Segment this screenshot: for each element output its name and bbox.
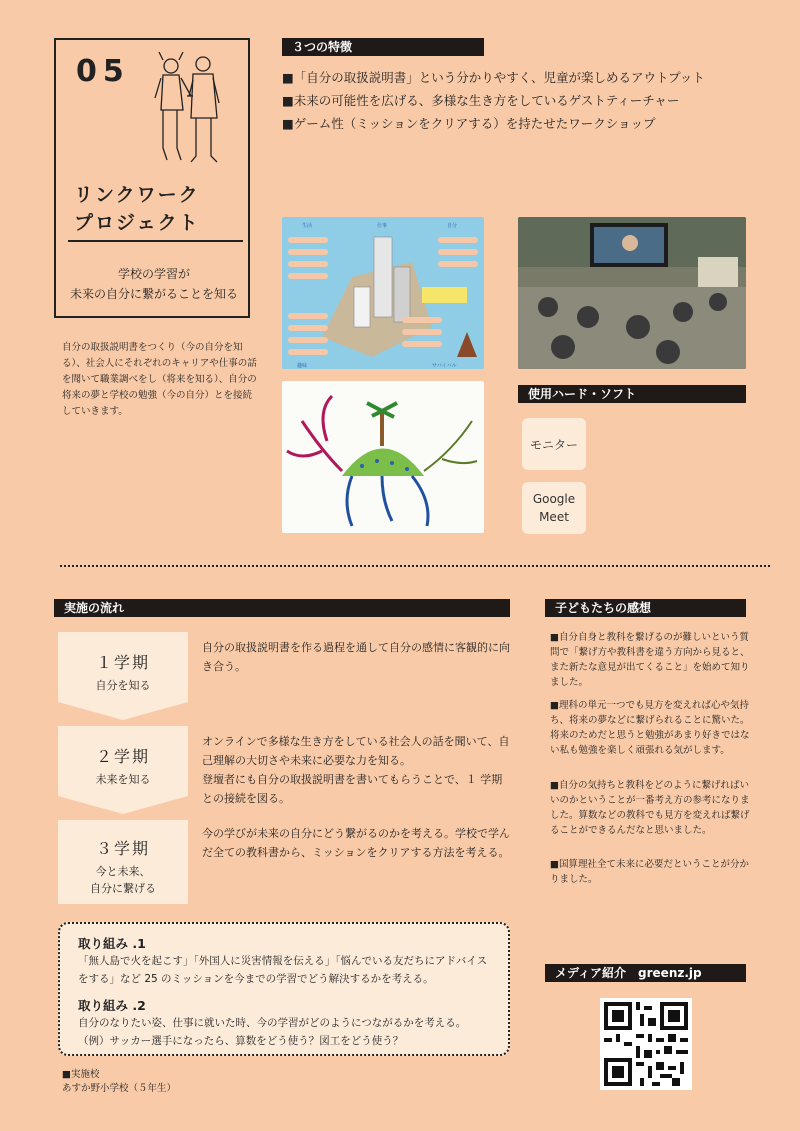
effort-2-text: 自分のなりたい姿、仕事に就いた時、今の学習がどのようにつながるかを考える。 （例）サッカー選手になったら、算数をどう使う？図工をどう使う？ — [78, 1017, 467, 1047]
school-name: あすか野小学校（５年生） — [62, 1083, 177, 1094]
tools-heading: 使用ハード・ソフト — [518, 385, 746, 403]
people-handshake-illustration — [151, 48, 223, 166]
term-1 — [58, 632, 188, 702]
school-info — [62, 1068, 176, 1096]
effort-1-text: 「無人島で火を起こす」「外国人に災害情報を伝える」「悩んでいる友だちにアドバイスをする」など 25 のミッションを今までの学習でどう解決するかを考える。 — [78, 955, 488, 985]
tool-monitor: モニター — [522, 418, 586, 470]
effort-1 — [78, 934, 492, 988]
poster-label-work: 仕事 — [377, 223, 388, 229]
term-1-text: 自分の取扱説明書を作る過程を通して自分の感情に客観的に向き合う。 — [202, 641, 510, 673]
school-label: ■実施校 — [62, 1069, 100, 1080]
voices-heading: 子どもたちの感想 — [545, 599, 746, 617]
poster-label-self: 自分 — [447, 223, 458, 229]
term-1-title: １学期 — [95, 653, 150, 672]
voice-item-4: ■国算理社全て未来に必要だということが分かりました。 — [550, 859, 749, 885]
voice-item-1: ■自分自身と教科を繋げるのが難しいという質問で「繋げ方や教科書を違う方向から見ると、また新たな意見が出てくること」を始めて知りました。 — [550, 632, 750, 688]
classroom-illustration — [518, 217, 746, 369]
mind-map-illustration — [282, 381, 484, 533]
effort-2 — [78, 996, 492, 1050]
title-divider — [68, 240, 243, 242]
project-number: 05 — [76, 54, 130, 89]
term-2 — [58, 726, 188, 796]
flow-heading: 実施の流れ — [54, 599, 510, 617]
section-divider — [60, 565, 770, 567]
term-2-text: オンラインで多様な生き方をしている社会人の話を聞いて、自己理解の大切さや未来に必要な力を知る。 登壇者にも自分の取扱説明書を書いてもらうことで、１ 学期との接続を図る。 — [202, 735, 510, 805]
subtitle-line1: 学校の学習が — [117, 267, 190, 281]
voice-item-2: ■理科の単元一つでも見方を変えれば心や気持ち、将来の夢などに繋げられることに驚いた。将来のためだと思うと勉強があまり好きではない私も勉強を楽しく頑張れる気がします。 — [550, 700, 750, 756]
term-3-text: 今の学びが未来の自分にどう繋がるのかを考える。学校で学んだ全ての教科書から、ミッションをクリアする方法を考える。 — [202, 827, 510, 859]
term-1-arrow — [58, 702, 188, 720]
term-2-title: ２学期 — [95, 747, 150, 766]
poster-label-life: 生活 — [302, 223, 313, 229]
project-title-line2: プロジェクト — [74, 212, 200, 234]
feature-item-1: ■「自分の取扱説明書」という分かりやすく、児童が楽しめるアウトプット — [282, 70, 705, 85]
effort-2-title: 取り組み .2 — [78, 998, 146, 1013]
classroom-photo — [518, 217, 746, 369]
project-title-box — [54, 38, 250, 318]
qr-code-graphic — [600, 998, 692, 1090]
features-heading: ３つの特徴 — [282, 38, 484, 56]
media-heading: メディア紹介 greenz.jp — [545, 964, 746, 982]
qr-code[interactable] — [600, 998, 692, 1090]
term-2-sub: 未来を知る — [95, 773, 151, 786]
project-subtitle — [56, 264, 252, 304]
feature-item-3: ■ゲーム性（ミッションをクリアする）を持たせたワークショップ — [282, 116, 656, 131]
poster-label-survival: サバイバル — [432, 363, 457, 369]
project-title-line1: リンクワーク — [74, 184, 200, 206]
feature-item-2: ■未来の可能性を広げる、多様な生き方をしているゲストティーチャー — [282, 93, 680, 108]
features-list — [282, 66, 782, 135]
voice-item-3: ■自分の気持ちと教科をどのように繋げればいいのかということが一番考え方の参考になりました。算数などの教科でも見方を変えれば繋げることができるんだなと思いました。 — [550, 780, 750, 836]
efforts-box — [58, 922, 510, 1056]
poster-label-hobby: 趣味 — [297, 363, 308, 369]
poster-illustration — [282, 217, 484, 369]
self-manual-poster-image — [282, 217, 484, 369]
mind-map-drawing — [282, 381, 484, 533]
term-3 — [58, 820, 188, 904]
tool-google-meet: Google Meet — [522, 482, 586, 534]
term-3-title: ３学期 — [95, 839, 150, 858]
subtitle-line2: 未来の自分に繋がることを知る — [69, 287, 238, 301]
term-2-arrow — [58, 796, 188, 814]
term-1-sub: 自分を知る — [95, 679, 151, 692]
project-description: 自分の取扱説明書をつくり（今の自分を知る）、社会人にそれぞれのキャリアや仕事の話を聞いて職業調べをし（将来を知る）、自分の将来の夢と学校の勉強（今の自分）とを接続していきます。 — [62, 342, 257, 417]
term-3-sub: 今と未来、 自分に繋げる — [90, 865, 156, 895]
effort-1-title: 取り組み .1 — [78, 936, 146, 951]
